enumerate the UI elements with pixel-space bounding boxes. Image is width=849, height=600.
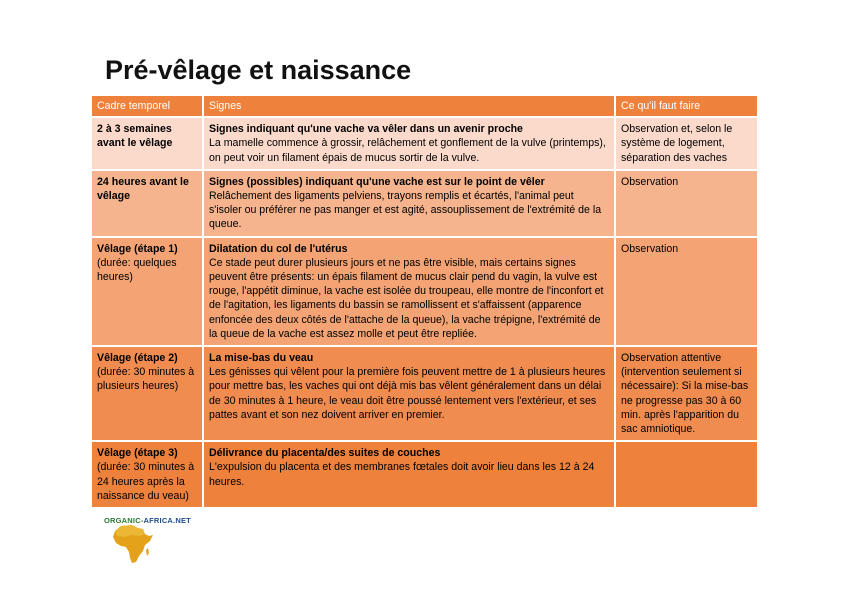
time-cell <box>92 442 202 507</box>
table-row <box>92 171 757 236</box>
time-duration: (durée: 30 minutes à 24 heures après la naissance du veau) <box>97 461 195 502</box>
sign-text: La mamelle commence à grossir, relâchement et gonflement de la vulve (printemps), on peut voir un filament épais de mucus sortir de la vulve. <box>209 137 606 164</box>
header-actions: Ce qu'il faut faire <box>616 96 757 116</box>
action-cell: Observation attentive (intervention seulement si nécessaire): Si la mise-bas ne progresse pas 30 à 60 min. après l'apparition du sac amniotique. <box>616 347 757 440</box>
signs-cell <box>204 347 614 440</box>
sign-text: Ce stade peut durer plusieurs jours et ne pas être visible, mais certains signes peuvent être présents: un épais filament de mucus clair pend du vagin, la vulve est rouge, l'appétit diminue, la vache est isolée du troupeau, elle montre de l'inconfort et de l'agitation, les ligaments du bassin se ramollissent et s'affaissent (apparence enfoncée des deux côtés de l'attache de la queue), la vache trépigne, l'extrémité de la queue de la vache est assez molle et peut être repliée. <box>209 256 604 340</box>
sign-title: Délivrance du placenta/des suites de couches <box>209 447 441 460</box>
signs-cell <box>204 442 614 507</box>
table-row <box>92 442 757 507</box>
time-cell <box>92 171 202 236</box>
time-cell <box>92 238 202 345</box>
africa-map-icon <box>112 524 154 564</box>
time-duration: (durée: 30 minutes à plusieurs heures) <box>97 366 195 393</box>
sign-title: La mise-bas du veau <box>209 352 314 365</box>
time-cell <box>92 347 202 440</box>
header-time-frame: Cadre temporel <box>92 96 202 116</box>
time-cell <box>92 118 202 169</box>
action-cell: Observation <box>616 238 757 345</box>
signs-cell <box>204 118 614 169</box>
signs-cell <box>204 238 614 345</box>
table-header-row <box>92 96 757 116</box>
sign-text: Les génisses qui vêlent pour la première fois peuvent mettre de 1 à plusieurs heures pour mettre bas, les vaches qui ont déjà mis bas vêlent généralement dans un délai de 30 minutes à 1 heure, le veau doit être poussé lentement vers l'extérieur, et ses pattes avant et son nez doivent arriver en premier. <box>209 366 606 421</box>
table-row <box>92 118 757 169</box>
time-label: 24 heures avant le vêlage <box>97 175 189 203</box>
action-cell: Observation <box>616 171 757 236</box>
action-cell: Observation et, selon le système de logement, séparation des vaches <box>616 118 757 169</box>
action-cell <box>616 442 757 507</box>
sign-text: L'expulsion du placenta et des membranes fœtales doit avoir lieu dans les 12 à 24 heures. <box>209 461 595 488</box>
time-label: Vêlage (étape 1) <box>97 242 178 255</box>
calving-table <box>90 94 759 509</box>
table-row <box>92 238 757 345</box>
signs-cell <box>204 171 614 236</box>
sign-title: Dilatation du col de l'utérus <box>209 242 348 255</box>
sign-title: Signes indiquant qu'une vache va vêler dans un avenir proche <box>209 123 523 136</box>
time-label: Vêlage (étape 2) <box>97 352 178 365</box>
sign-text: Relâchement des ligaments pelviens, trayons remplis et écartés, l'animal peut s'isoler ou préférer ne pas manger et est agité, assouplissement de l'extrémité de la queue. <box>209 190 602 231</box>
time-label: Vêlage (étape 3) <box>97 447 178 460</box>
header-signs: Signes <box>204 96 614 116</box>
time-duration: (durée: quelques heures) <box>97 256 177 284</box>
logo-text-part2: AFRICA.NET <box>143 516 191 525</box>
page-title: Pré-vêlage et naissance <box>105 55 412 85</box>
time-label: 2 à 3 semaines avant le vêlage <box>97 123 173 150</box>
logo-text-part1: ORGANIC- <box>104 516 144 525</box>
sign-title: Signes (possibles) indiquant qu'une vache est sur le point de vêler <box>209 175 545 188</box>
table-row <box>92 347 757 440</box>
